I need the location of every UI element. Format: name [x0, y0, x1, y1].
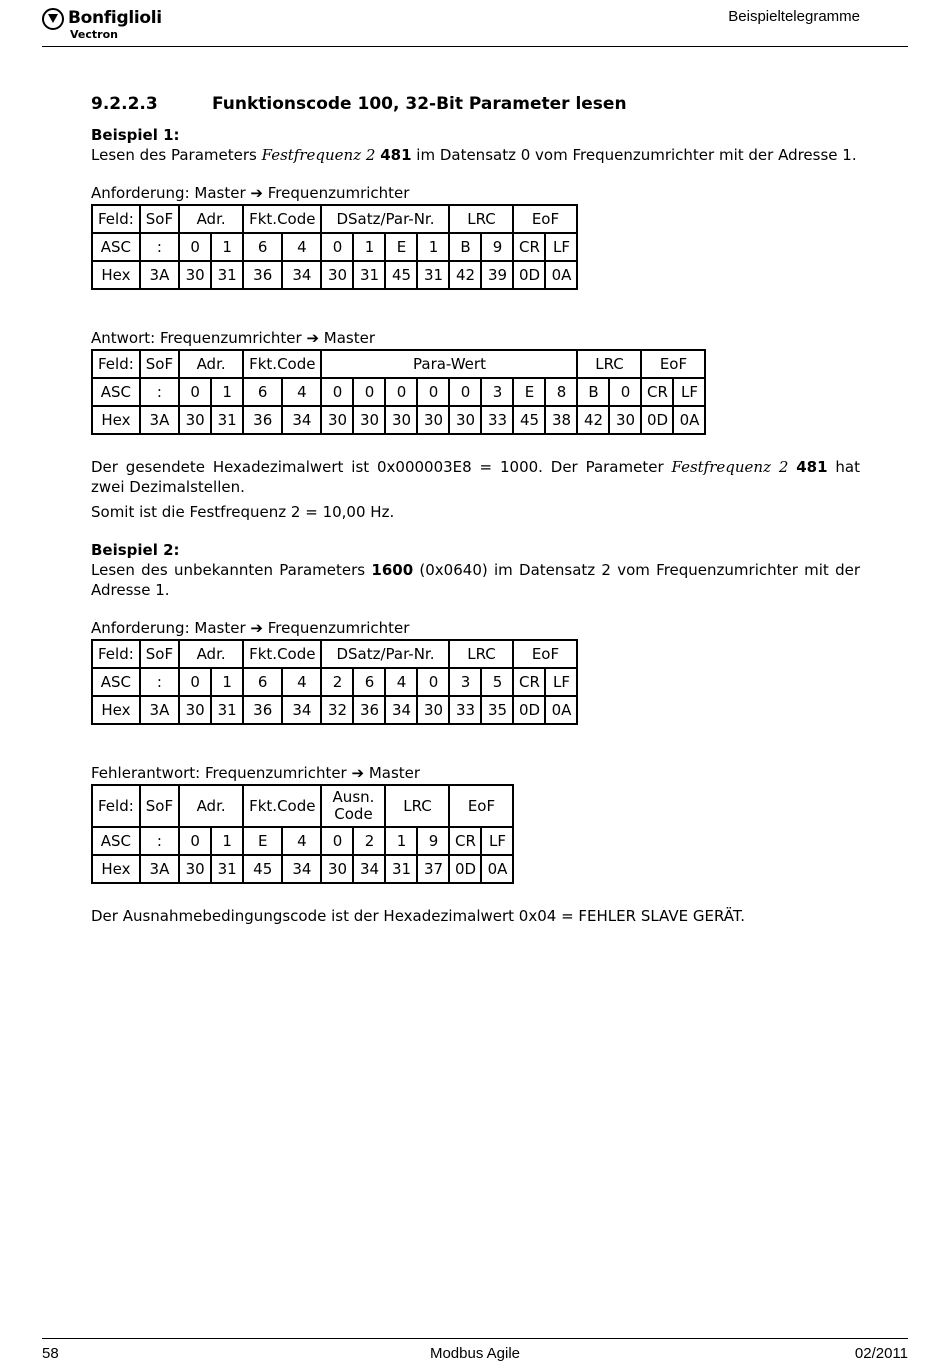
hex-cell: 42	[577, 406, 609, 434]
hex-cell: 45	[243, 855, 282, 883]
hex-cell: 34	[282, 261, 321, 289]
hex-cell: 31	[211, 855, 243, 883]
header-cell: EoF	[641, 350, 705, 378]
hex-cell: 31	[417, 261, 449, 289]
asc-cell: CR	[641, 378, 673, 406]
header-cell: Adr.	[179, 640, 243, 668]
header-cell: Fkt.Code	[243, 350, 321, 378]
hex-cell: 36	[243, 696, 282, 724]
asc-row-label: ASC	[92, 827, 140, 855]
hex-cell: 34	[353, 855, 385, 883]
header-cell: SoF	[140, 640, 179, 668]
asc-cell: CR	[513, 233, 545, 261]
hex-cell: 0A	[673, 406, 705, 434]
hex-cell: 30	[179, 406, 211, 434]
hex-cell: 30	[449, 406, 481, 434]
hex-cell: 30	[179, 261, 211, 289]
asc-cell: 1	[417, 233, 449, 261]
asc-cell: 8	[545, 378, 577, 406]
header-cell: LRC	[577, 350, 641, 378]
hex-cell: 31	[211, 261, 243, 289]
asc-cell: 6	[243, 233, 282, 261]
hex-cell: 36	[243, 406, 282, 434]
header-cell: Feld:	[92, 640, 140, 668]
table-row	[92, 233, 577, 261]
hex-cell: 0A	[481, 855, 513, 883]
header-cell: SoF	[140, 350, 179, 378]
asc-cell: 0	[449, 378, 481, 406]
example1-response-caption: Antwort: Frequenzumrichter ➔ Master	[91, 329, 376, 347]
asc-cell: :	[140, 668, 179, 696]
hex-cell: 30	[321, 855, 353, 883]
hex-cell: 30	[385, 406, 417, 434]
table-row	[92, 855, 513, 883]
example2-intro	[91, 560, 860, 600]
table-row	[92, 785, 513, 827]
example1-title: Beispiel 1:	[91, 126, 180, 144]
asc-cell: 4	[282, 378, 321, 406]
page-content	[91, 92, 860, 926]
hex-cell: 31	[385, 855, 417, 883]
asc-cell: LF	[673, 378, 705, 406]
asc-cell: 4	[282, 668, 321, 696]
hex-cell: 42	[449, 261, 481, 289]
hex-cell: 30	[321, 406, 353, 434]
hex-cell: 33	[449, 696, 481, 724]
asc-row-label: ASC	[92, 668, 140, 696]
header-cell: Adr.	[179, 785, 243, 827]
example2-intro-after: (0x0640) im Datensatz 2 vom Frequenzumrichter mit der Adresse 1.	[91, 561, 861, 599]
header-cell-line: Code	[334, 805, 373, 823]
example2-param-number: 1600	[371, 561, 414, 579]
asc-cell: 4	[385, 668, 417, 696]
header-cell: Fkt.Code	[243, 205, 321, 233]
header-cell: Adr.	[179, 205, 243, 233]
header-cell-line: Ausn.	[332, 788, 375, 806]
hex-cell: 39	[481, 261, 513, 289]
asc-cell: :	[140, 378, 179, 406]
asc-cell: 9	[417, 827, 449, 855]
asc-row-label: ASC	[92, 378, 140, 406]
asc-cell: CR	[513, 668, 545, 696]
example1-request-caption: Anforderung: Master ➔ Frequenzumrichter	[91, 184, 410, 202]
example2-intro-before: Lesen des unbekannten Parameters	[91, 561, 372, 579]
example2-title: Beispiel 2:	[91, 541, 180, 559]
header-cell: Feld:	[92, 785, 140, 827]
asc-cell: 2	[321, 668, 353, 696]
example1-result-param-number: 481	[796, 458, 828, 476]
hex-cell: 30	[321, 261, 353, 289]
hex-cell: 31	[211, 696, 243, 724]
footer-page-number: 58	[42, 1345, 59, 1362]
hex-cell: 0D	[513, 696, 545, 724]
hex-row-label: Hex	[92, 406, 140, 434]
asc-cell: 0	[417, 378, 449, 406]
asc-cell: 0	[385, 378, 417, 406]
example1-result-line2: Somit ist die Festfrequenz 2 = 10,00 Hz.	[91, 503, 395, 521]
example1-result	[91, 457, 860, 497]
example1-intro-before: Lesen des Parameters	[91, 146, 262, 164]
asc-cell: LF	[481, 827, 513, 855]
example1-result-before: Der gesendete Hexadezimalwert ist 0x000003E8 = 1000. Der Parameter	[91, 458, 672, 476]
asc-row-label: ASC	[92, 233, 140, 261]
asc-cell: CR	[449, 827, 481, 855]
hex-cell: 30	[609, 406, 641, 434]
asc-cell: :	[140, 233, 179, 261]
logo-subtext: Vectron	[70, 28, 118, 41]
hex-cell: 33	[481, 406, 513, 434]
section-heading	[91, 92, 860, 116]
hex-cell: 3A	[140, 406, 179, 434]
asc-cell: 1	[211, 233, 243, 261]
example2-note: Der Ausnahmebedingungscode ist der Hexadezimalwert 0x04 = FEHLER SLAVE GERÄT.	[91, 907, 746, 925]
table-row	[92, 205, 577, 233]
logo	[42, 8, 162, 30]
header-cell: LRC	[385, 785, 449, 827]
table-row	[92, 350, 705, 378]
hex-cell: 30	[353, 406, 385, 434]
example1-response-table	[91, 349, 706, 435]
page-header	[42, 8, 908, 47]
asc-cell: :	[140, 827, 179, 855]
hex-cell: 31	[353, 261, 385, 289]
hex-cell: 0A	[545, 696, 577, 724]
example1-result-param-name: Festfrequenz 2	[671, 458, 789, 476]
hex-cell: 35	[481, 696, 513, 724]
asc-cell: LF	[545, 233, 577, 261]
footer-title: Modbus Agile	[429, 1345, 521, 1362]
asc-cell: 5	[481, 668, 513, 696]
asc-cell: 6	[243, 668, 282, 696]
footer-date: 02/2011	[854, 1345, 908, 1362]
hex-row-label: Hex	[92, 261, 140, 289]
hex-cell: 0D	[449, 855, 481, 883]
header-cell: Fkt.Code	[243, 785, 321, 827]
hex-row-label: Hex	[92, 855, 140, 883]
bonfiglioli-logo-icon	[42, 8, 64, 30]
asc-cell: 6	[353, 668, 385, 696]
example2-request-caption: Anforderung: Master ➔ Frequenzumrichter	[91, 619, 410, 637]
header-cell: DSatz/Par-Nr.	[321, 205, 449, 233]
hex-row-label: Hex	[92, 696, 140, 724]
asc-cell: 0	[179, 827, 211, 855]
asc-cell: 4	[282, 233, 321, 261]
asc-cell: B	[449, 233, 481, 261]
hex-cell: 36	[353, 696, 385, 724]
header-cell: Para-Wert	[321, 350, 577, 378]
hex-cell: 3A	[140, 696, 179, 724]
hex-cell: 45	[385, 261, 417, 289]
example2-request-table	[91, 639, 578, 725]
hex-cell: 38	[545, 406, 577, 434]
table-row	[92, 696, 577, 724]
asc-cell: 3	[481, 378, 513, 406]
example2-error-table	[91, 784, 514, 884]
asc-cell: 9	[481, 233, 513, 261]
asc-cell: 0	[321, 378, 353, 406]
hex-cell: 37	[417, 855, 449, 883]
header-cell: SoF	[140, 785, 179, 827]
example1-intro-after: im Datensatz 0 vom Frequenzumrichter mit der Adresse 1.	[411, 146, 857, 164]
asc-cell: 6	[243, 378, 282, 406]
header-section-title: Beispieltelegramme	[728, 8, 860, 25]
asc-cell: 0	[609, 378, 641, 406]
hex-cell: 30	[417, 406, 449, 434]
hex-cell: 30	[179, 855, 211, 883]
header-cell: Feld:	[92, 205, 140, 233]
example1-param-number: 481	[380, 146, 412, 164]
asc-cell: 4	[282, 827, 321, 855]
asc-cell: 1	[353, 233, 385, 261]
asc-cell: 3	[449, 668, 481, 696]
asc-cell: 0	[179, 233, 211, 261]
example1-result-after: hat zwei Dezimalstellen.	[91, 458, 860, 496]
hex-cell: 31	[211, 406, 243, 434]
asc-cell: 0	[179, 668, 211, 696]
table-row	[92, 261, 577, 289]
example2-error-caption: Fehlerantwort: Frequenzumrichter ➔ Master	[91, 764, 421, 782]
hex-cell: 45	[513, 406, 545, 434]
example1-intro	[91, 145, 860, 165]
section-number: 9.2.2.3	[91, 94, 158, 114]
header-cell: SoF	[140, 205, 179, 233]
hex-cell: 3A	[140, 261, 179, 289]
page-footer	[42, 1338, 908, 1362]
header-cell: EoF	[513, 205, 577, 233]
asc-cell: 1	[385, 827, 417, 855]
hex-cell: 34	[282, 406, 321, 434]
asc-cell: 0	[179, 378, 211, 406]
hex-cell: 34	[385, 696, 417, 724]
asc-cell: 0	[353, 378, 385, 406]
header-cell: Feld:	[92, 350, 140, 378]
asc-cell: 1	[211, 668, 243, 696]
hex-cell: 32	[321, 696, 353, 724]
example1-param-name: Festfrequenz 2	[261, 146, 376, 164]
asc-cell: B	[577, 378, 609, 406]
asc-cell: 2	[353, 827, 385, 855]
header-cell-exception-code	[321, 785, 385, 827]
hex-cell: 30	[417, 696, 449, 724]
header-cell: LRC	[449, 640, 513, 668]
section-title: Funktionscode 100, 32-Bit Parameter lesen	[212, 94, 627, 114]
table-row	[92, 640, 577, 668]
table-row	[92, 668, 577, 696]
hex-cell: 34	[282, 855, 321, 883]
hex-cell: 0D	[641, 406, 673, 434]
hex-cell: 3A	[140, 855, 179, 883]
hex-cell: 0A	[545, 261, 577, 289]
header-cell: Adr.	[179, 350, 243, 378]
header-cell: LRC	[449, 205, 513, 233]
table-row	[92, 378, 705, 406]
asc-cell: LF	[545, 668, 577, 696]
logo-text: Bonfiglioli	[68, 8, 162, 28]
asc-cell: 1	[211, 827, 243, 855]
hex-cell: 30	[179, 696, 211, 724]
asc-cell: 0	[417, 668, 449, 696]
hex-cell: 0D	[513, 261, 545, 289]
asc-cell: 1	[211, 378, 243, 406]
asc-cell: E	[513, 378, 545, 406]
header-cell: EoF	[449, 785, 513, 827]
asc-cell: 0	[321, 233, 353, 261]
header-cell: DSatz/Par-Nr.	[321, 640, 449, 668]
asc-cell: E	[243, 827, 282, 855]
asc-cell: E	[385, 233, 417, 261]
example1-request-table	[91, 204, 578, 290]
header-cell: EoF	[513, 640, 577, 668]
hex-cell: 36	[243, 261, 282, 289]
asc-cell: 0	[321, 827, 353, 855]
table-row	[92, 406, 705, 434]
header-cell: Fkt.Code	[243, 640, 321, 668]
table-row	[92, 827, 513, 855]
hex-cell: 34	[282, 696, 321, 724]
